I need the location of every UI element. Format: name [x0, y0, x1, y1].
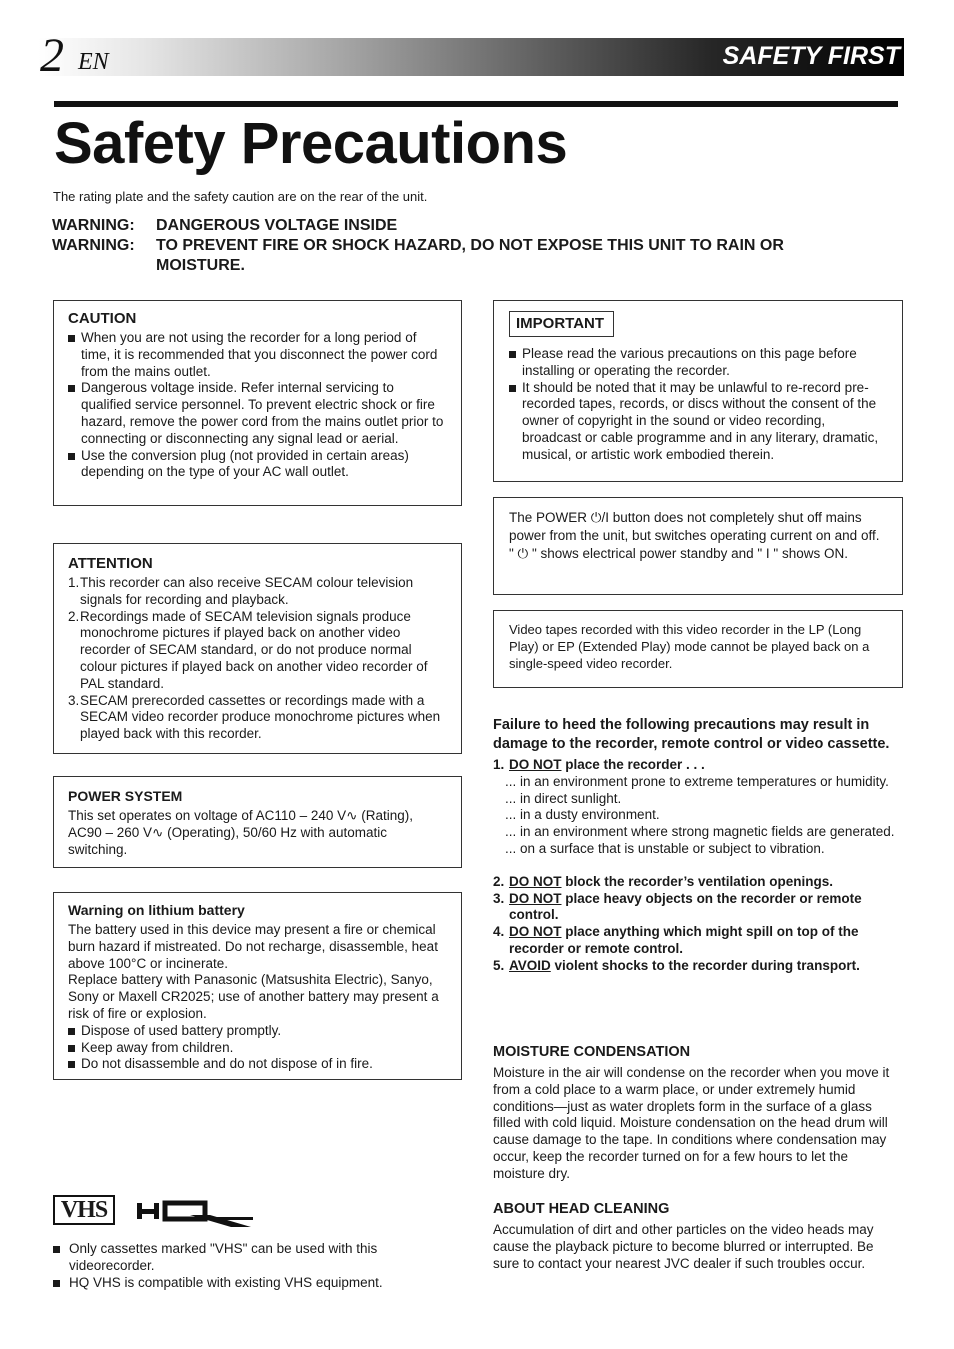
section-label: SAFETY FIRST	[722, 42, 900, 70]
logos	[53, 1195, 313, 1229]
failure-item	[493, 924, 903, 958]
power-system-box	[53, 776, 462, 868]
title-rule	[54, 101, 898, 107]
moisture-heading: MOISTURE CONDENSATION	[493, 1044, 691, 1060]
lithium-paragraph: Replace battery with Panasonic (Matsushita Electric), Sanyo, Sony or Maxell CR2025; use of another battery may present a risk of fire or explosion.	[68, 972, 439, 1021]
failure-subitem: ... in direct sunlight.	[505, 790, 622, 806]
caution-item: When you are not using the recorder for a long period of time, it is recommended that you disconnect the power cord from the mains outlet.	[68, 330, 447, 380]
item-emphasis: DO NOT	[509, 873, 562, 889]
hq-logo	[135, 1197, 253, 1227]
failure-subitem: ... in an environment prone to extreme temperatures or humidity.	[505, 773, 889, 789]
caution-box	[53, 300, 462, 506]
warning-text: TO PREVENT FIRE OR SHOCK HAZARD, DO NOT EXPOSE THIS UNIT TO RAIN OR MOISTURE.	[156, 237, 784, 274]
item-text: This recorder can also receive SECAM colour television signals for recording and playback.	[80, 575, 414, 607]
item-text: place the recorder . . .	[561, 757, 705, 772]
head-cleaning-heading: ABOUT HEAD CLEANING	[493, 1201, 670, 1217]
item-number: 5.	[493, 957, 505, 973]
item-number: 3.	[493, 890, 505, 906]
item-text: block the recorder’s ventilation openings.	[561, 873, 834, 889]
failure-heading: Failure to heed the following precautions may result in damage to the recorder, remote control or video cassette.	[493, 717, 890, 752]
important-item: It should be noted that it may be unlawful to re-record pre-recorded tapes, records, or discs without the consent of the owner of copyright in the sound or video recording, broadcast or cable programme and in any literary, dramatic, musical, or artistic work embodied therein.	[509, 380, 888, 464]
attention-box	[53, 543, 462, 754]
lithium-item: Dispose of used battery promptly.	[68, 1023, 447, 1040]
vhs-notes-list	[53, 1241, 453, 1291]
vhs-logo: VHS	[53, 1195, 115, 1225]
caution-item: Use the conversion plug (not provided in certain areas) depending on the type of your AC wall outlet.	[68, 448, 447, 482]
power-note-text: The POWER ⏻/I button does not completely shut off mains power from the unit, but switches operating current on and off. " ⏻ " shows electrical power standby and " I " shows ON.	[509, 510, 880, 561]
attention-item	[68, 693, 447, 743]
item-text: SECAM prerecorded cassettes or recordings made with a SECAM video recorder produce monochrome pictures when played back with this recorder.	[80, 692, 441, 742]
item-number: 2.	[493, 873, 505, 889]
lithium-list	[68, 1023, 447, 1073]
lithium-heading: Warning on lithium battery	[68, 902, 245, 918]
vhs-notes	[53, 1241, 453, 1291]
item-number: 4.	[493, 924, 505, 940]
failure-subitems	[493, 774, 903, 858]
item-number: 1.	[493, 757, 505, 772]
power-note-box	[493, 497, 903, 595]
item-emphasis: DO NOT	[509, 890, 562, 906]
page-title: Safety Precautions	[54, 111, 568, 176]
caution-heading: CAUTION	[68, 310, 137, 327]
failure-item	[493, 958, 903, 975]
important-box	[493, 300, 903, 482]
warning-label: WARNING:	[52, 237, 135, 254]
attention-item	[68, 609, 447, 693]
page-number: 2	[40, 29, 64, 82]
lithium-paragraph: The battery used in this device may present a fire or chemical burn hazard if mistreated. Do not recharge, disassemble, heat above 100°C or incinerate.	[68, 922, 438, 971]
important-item: Please read the various precautions on this page before installing or operating the recorder.	[509, 346, 888, 380]
caution-item: Dangerous voltage inside. Refer internal servicing to qualified service personnel. To prevent electric shock or fire hazard, remove the power cord from the mains outlet prior to connecting or disconnecting any signal lead or aerial.	[68, 380, 447, 447]
item-emphasis: DO NOT	[509, 924, 562, 940]
lithium-box	[53, 892, 462, 1080]
power-system-text: This set operates on voltage of AC110 – 240 V∿ (Rating), AC90 – 260 V∿ (Operating), 50/60 Hz with automatic switching.	[68, 808, 414, 857]
vhs-note-item: HQ VHS is compatible with existing VHS equipment.	[53, 1275, 453, 1292]
failure-item	[493, 874, 903, 891]
caution-list	[68, 330, 447, 481]
head-cleaning-text: Accumulation of dirt and other particles on the video heads may cause the playback picture to become blurred or interrupted. Be sure to contact your nearest JVC dealer if such troubles occur.	[493, 1222, 874, 1271]
head-cleaning-section	[493, 1200, 903, 1272]
failure-section	[493, 716, 903, 975]
item-emphasis: DO NOT	[509, 757, 562, 772]
warnings	[52, 216, 872, 276]
item-number: 1.	[68, 575, 80, 590]
failure-item	[493, 891, 903, 925]
failure-subitem: ... in an environment where strong magnetic fields are generated.	[505, 824, 895, 840]
item-number: 2.	[68, 608, 80, 624]
attention-heading: ATTENTION	[68, 555, 153, 572]
lithium-item: Do not disassemble and do not dispose of in fire.	[68, 1056, 447, 1073]
item-text: place anything which might spill on top of the recorder or remote control.	[509, 924, 859, 956]
attention-list	[68, 575, 447, 743]
power-system-heading: POWER SYSTEM	[68, 788, 183, 804]
item-text: violent shocks to the recorder during transport.	[550, 957, 860, 973]
item-text: Recordings made of SECAM television signals produce monochrome pictures if played back on another video recorder of SECAM standard, or do not produce normal colour pictures if played back on another video recorder of PAL standard.	[80, 608, 428, 691]
tape-note-text: Video tapes recorded with this video recorder in the LP (Long Play) or EP (Extended Play) mode cannot be played back on a single-speed video recorder.	[509, 622, 870, 671]
warning-line	[52, 236, 872, 276]
attention-item	[68, 575, 447, 609]
tape-note-box	[493, 610, 903, 688]
item-number: 3.	[68, 692, 80, 708]
warning-text: DANGEROUS VOLTAGE INSIDE	[156, 217, 398, 234]
failure-subitem: ... on a surface that is unstable or subject to vibration.	[505, 840, 825, 856]
intro-text: The rating plate and the safety caution are on the rear of the unit.	[53, 189, 428, 204]
failure-subitem: ... in a dusty environment.	[505, 807, 660, 823]
vhs-note-item: Only cassettes marked "VHS" can be used with this videorecorder.	[53, 1241, 453, 1275]
item-text: place heavy objects on the recorder or remote control.	[509, 890, 862, 923]
important-heading: IMPORTANT	[509, 311, 614, 337]
important-list	[509, 346, 888, 464]
moisture-text: Moisture in the air will condense on the recorder when you move it from a cold place to a warm place, or under extremely humid conditions—just as water droplets form in the surface of a glass filled with cold liquid. Moisture condensation on the head drum will cause damage to the tape. In conditions where condensation may occur, keep the recorder turned on for a few hours to let the moisture dry.	[493, 1065, 890, 1181]
moisture-section	[493, 1043, 903, 1183]
failure-item	[493, 757, 903, 774]
item-emphasis: AVOID	[509, 957, 551, 973]
page-language: EN	[78, 49, 109, 75]
lithium-item: Keep away from children.	[68, 1040, 447, 1057]
warning-label: WARNING:	[52, 217, 135, 234]
warning-line	[52, 216, 872, 236]
